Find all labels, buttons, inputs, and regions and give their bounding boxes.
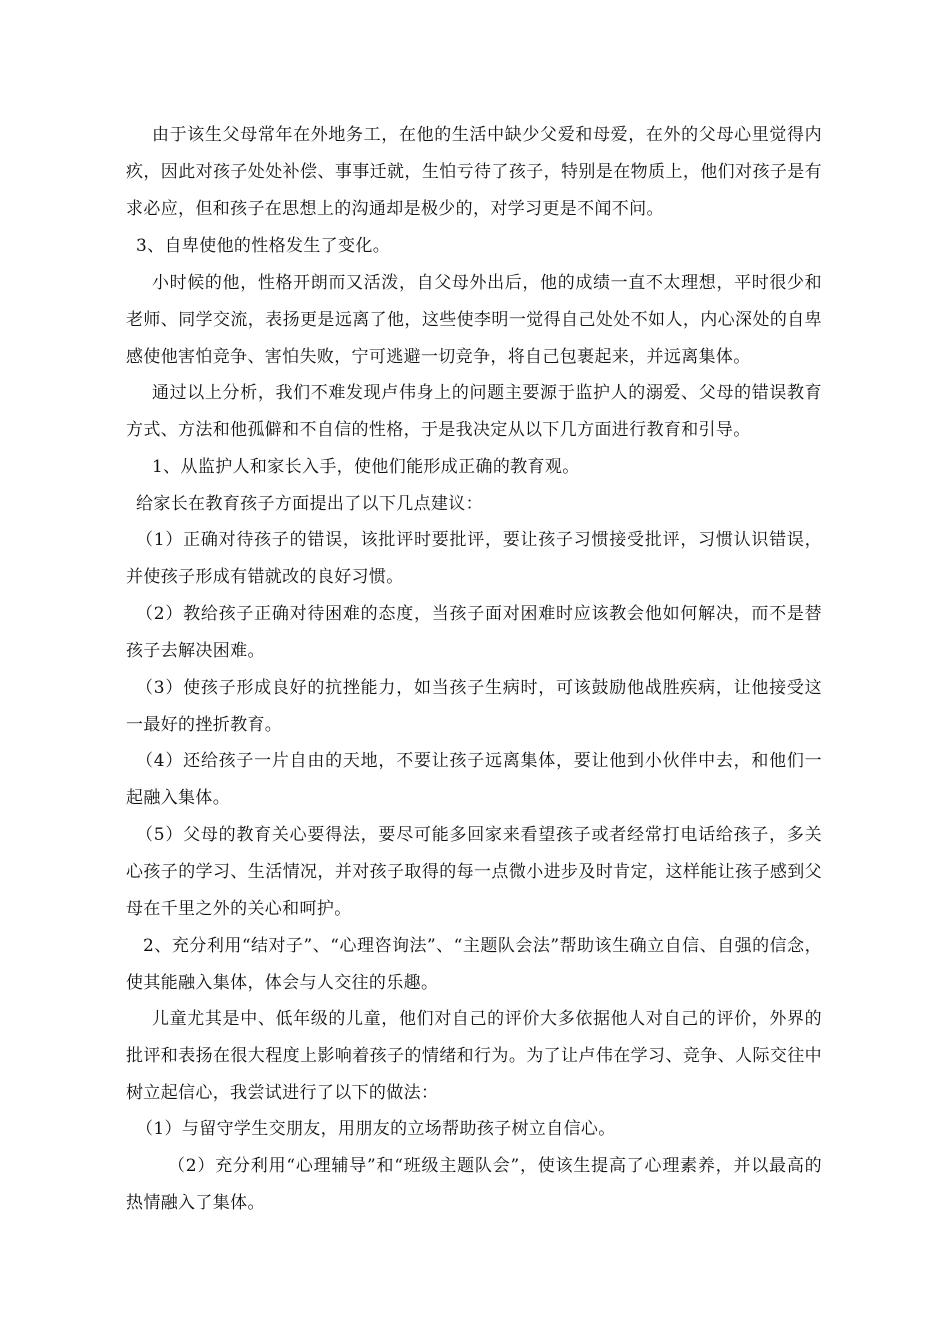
suggestion-2: （2）教给孩子正确对待困难的态度，当孩子面对困难时应该教会他如何解决，而不是替孩子去解决困难。	[126, 604, 822, 661]
suggestion-3: （3）使孩子形成良好的抗挫能力，如当孩子生病时，可该鼓励他战胜疾病，让他接受这一最好的挫折教育。	[126, 678, 822, 735]
paragraph-parent-suggestions-intro: 给家长在教育孩子方面提出了以下几点建议：	[136, 494, 483, 514]
paragraph-parents-absence: 由于该生父母常年在外地务工，在他的生活中缺少父爱和母爱，在外的父母心里觉得内疚，因此对孩子处处补偿、事事迁就，生怕亏待了孩子，特别是在物质上，他们对孩子是有求必应，但和孩子在思想上的沟通却是极少的，对学习更是不闻不问。	[126, 125, 822, 219]
heading-build-confidence: 2、充分利用“结对子”、“心理咨询法”、“主题队会法”帮助该生确立自信、自强的信念，使其能融入集体，体会与人交往的乐趣。	[126, 936, 822, 993]
paragraph-children-evaluation: 儿童尤其是中、低年级的儿童，他们对自己的评价大多依据他人对自己的评价，外界的批评和表扬在很大程度上影响着孩子的情绪和行为。为了让卢伟在学习、竞争、人际交往中树立起信心，我尝试进行了以下的做法：	[126, 1009, 822, 1103]
suggestion-5: （5）父母的教育关心要得法，要尽可能多回家来看望孩子或者经常打电话给孩子，多关心孩子的学习、生活情况，并对孩子取得的每一点微小进步及时肯定，这样能让孩子感到父母在千里之外的关心和呵护。	[126, 825, 822, 919]
paragraph-analysis: 通过以上分析，我们不难发现卢伟身上的问题主要源于监护人的溺爱、父母的错误教育方式、方法和他孤僻和不自信的性格，于是我决定从以下几方面进行教育和引导。	[126, 383, 822, 440]
suggestion-1: （1）正确对待孩子的错误，该批评时要批评，要让孩子习惯接受批评，习惯认识错误，并使孩子形成有错就改的良好习惯。	[126, 530, 822, 587]
method-2: （2）充分利用“心理辅导”和“班级主题队会”，使该生提高了心理素养，并以最高的热情融入了集体。	[126, 1156, 822, 1213]
method-1: （1）与留守学生交朋友，用朋友的立场帮助孩子树立自信心。	[136, 1119, 616, 1139]
heading-inferiority: 3、自卑使他的性格发生了变化。	[136, 236, 391, 256]
heading-guardian-approach: 1、从监护人和家长入手，使他们能形成正确的教育观。	[152, 457, 580, 477]
paragraph-childhood-personality: 小时候的他，性格开朗而又活泼，自父母外出后，他的成绩一直不太理想，平时很少和老师、同学交流，表扬更是远离了他，这些使李明一觉得自己处处不如人，内心深处的自卑感使他害怕竞争、害怕失败，宁可逃避一切竞争，将自己包裹起来，并远离集体。	[126, 273, 822, 367]
suggestion-4: （4）还给孩子一片自由的天地，不要让孩子远离集体，要让他到小伙伴中去，和他们一起融入集体。	[126, 751, 822, 808]
